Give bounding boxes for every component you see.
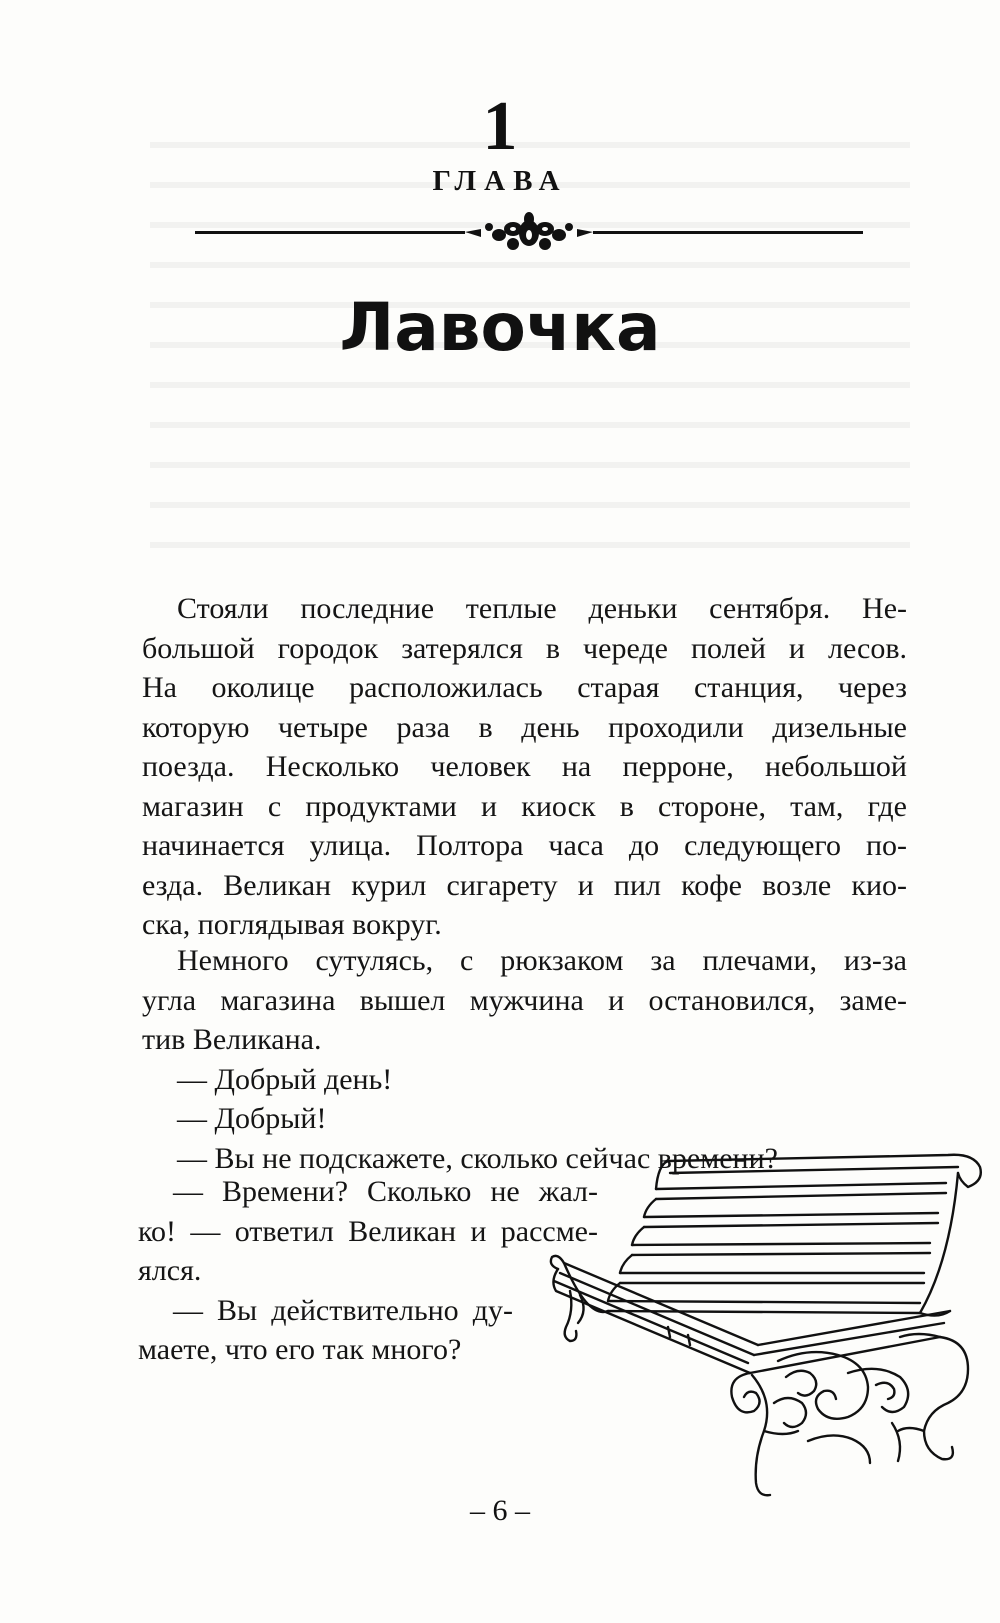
dialogue-line: ко! — ответил Великан и рассме- [138, 1214, 598, 1248]
paragraph-1 [142, 589, 907, 945]
text-line: Стояли последние теплые деньки сентября. Не- [177, 592, 907, 625]
text-line: тив Великана. [142, 1023, 322, 1056]
text-line: На околице расположилась старая станция, через [142, 671, 907, 704]
dialogue-line: ялся. [138, 1254, 202, 1287]
text-line: большой городок затерялся в череде полей и лесов. [142, 631, 907, 665]
text-line: угла магазина вышел мужчина и остановился, заме- [142, 983, 907, 1017]
chapter-title: Лавочка [339, 289, 661, 366]
paragraph-narrow [138, 1172, 598, 1370]
bench-icon [548, 1141, 1000, 1501]
chapter-label: ГЛАВА [432, 165, 568, 197]
dialogue-line: — Добрый! [177, 1102, 327, 1135]
chapter-number: 1 [482, 88, 518, 165]
dialogue-line: — Вы действительно ду- [173, 1293, 513, 1327]
dialogue-line: — Добрый день! [177, 1062, 393, 1096]
text-line: поезда. Несколько человек на перроне, небольшой [142, 750, 907, 783]
text-line: магазин с продуктами и киоск в стороне, там, где [142, 789, 907, 823]
dialogue-line: — Вы не подскажете, сколько сейчас времени? [177, 1141, 778, 1175]
page-number: – 6 – [470, 1494, 530, 1527]
text-line: которую четыре раза в день проходили дизельные [142, 710, 907, 744]
dialogue-line: маете, что его так много? [138, 1333, 462, 1366]
text-line: Немного сутулясь, с рюкзаком за плечами, из-за [177, 944, 907, 977]
text-line: ска, поглядывая вокруг. [142, 908, 442, 941]
text-line: начинается улица. Полтора часа до следующего по- [142, 829, 907, 862]
text-line: езда. Великан курил сигарету и пил кофе возле кио- [142, 868, 907, 902]
ornament-divider-icon [195, 211, 863, 255]
dialogue-line: — Времени? Сколько не жал- [173, 1175, 598, 1208]
